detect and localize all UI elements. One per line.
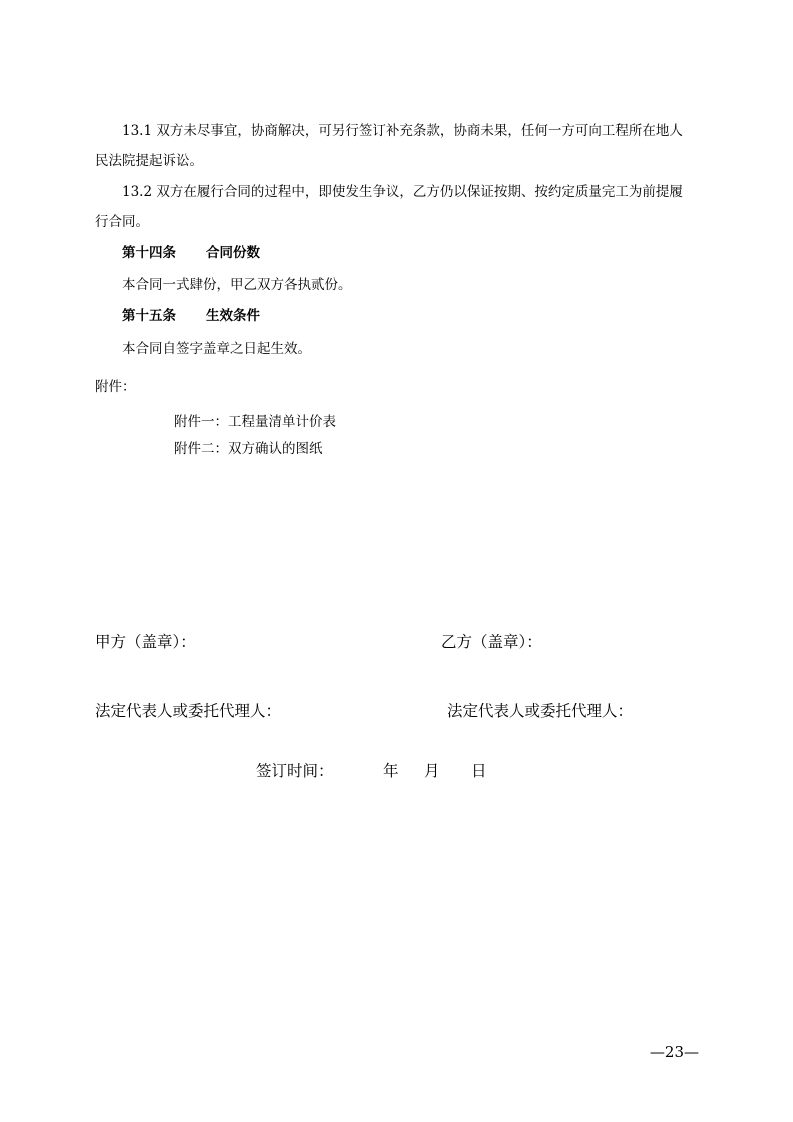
clause-13-1-line1: 13.1 双方未尽事宜，协商解决，可另行签订补充条款，协商未果，任何一方可向工程所在地人 <box>122 123 683 139</box>
signing-date-label: 签订时间： <box>256 762 334 780</box>
clause-13-1-line2: 民法院提起诉讼。 <box>95 153 203 169</box>
party-b-seal-label: 乙方（盖章）： <box>441 633 542 651</box>
clause-13-2-line1: 13.2 双方在履行合同的过程中，即使发生争议，乙方仍以保证按期、按约定质量完工为前提履 <box>122 184 683 200</box>
article-15-title: 生效条件 <box>206 308 260 324</box>
date-month-label: 月 <box>424 762 440 780</box>
attachment-item-2: 附件二：双方确认的图纸 <box>174 441 323 457</box>
clause-13-2-line2: 行合同。 <box>95 214 149 230</box>
party-a-seal-label: 甲方（盖章）： <box>95 633 196 651</box>
article-14-body: 本合同一式肆份，甲乙双方各执贰份。 <box>122 277 352 293</box>
page-number: —23— <box>649 1043 699 1061</box>
article-15-body: 本合同自签字盖章之日起生效。 <box>122 341 311 357</box>
article-14-heading <box>122 245 260 261</box>
party-a-representative-label: 法定代表人或委托代理人： <box>95 702 282 720</box>
attachment-item-1: 附件一：工程量清单计价表 <box>174 414 336 430</box>
attachments-label: 附件： <box>95 379 136 395</box>
date-year-label: 年 <box>383 762 399 780</box>
article-14-number: 第十四条 <box>122 245 176 261</box>
article-15-heading <box>122 308 260 324</box>
article-15-number: 第十五条 <box>122 308 176 324</box>
article-14-title: 合同份数 <box>206 245 260 261</box>
date-day-label: 日 <box>471 762 487 780</box>
party-b-representative-label: 法定代表人或委托代理人： <box>447 702 634 720</box>
